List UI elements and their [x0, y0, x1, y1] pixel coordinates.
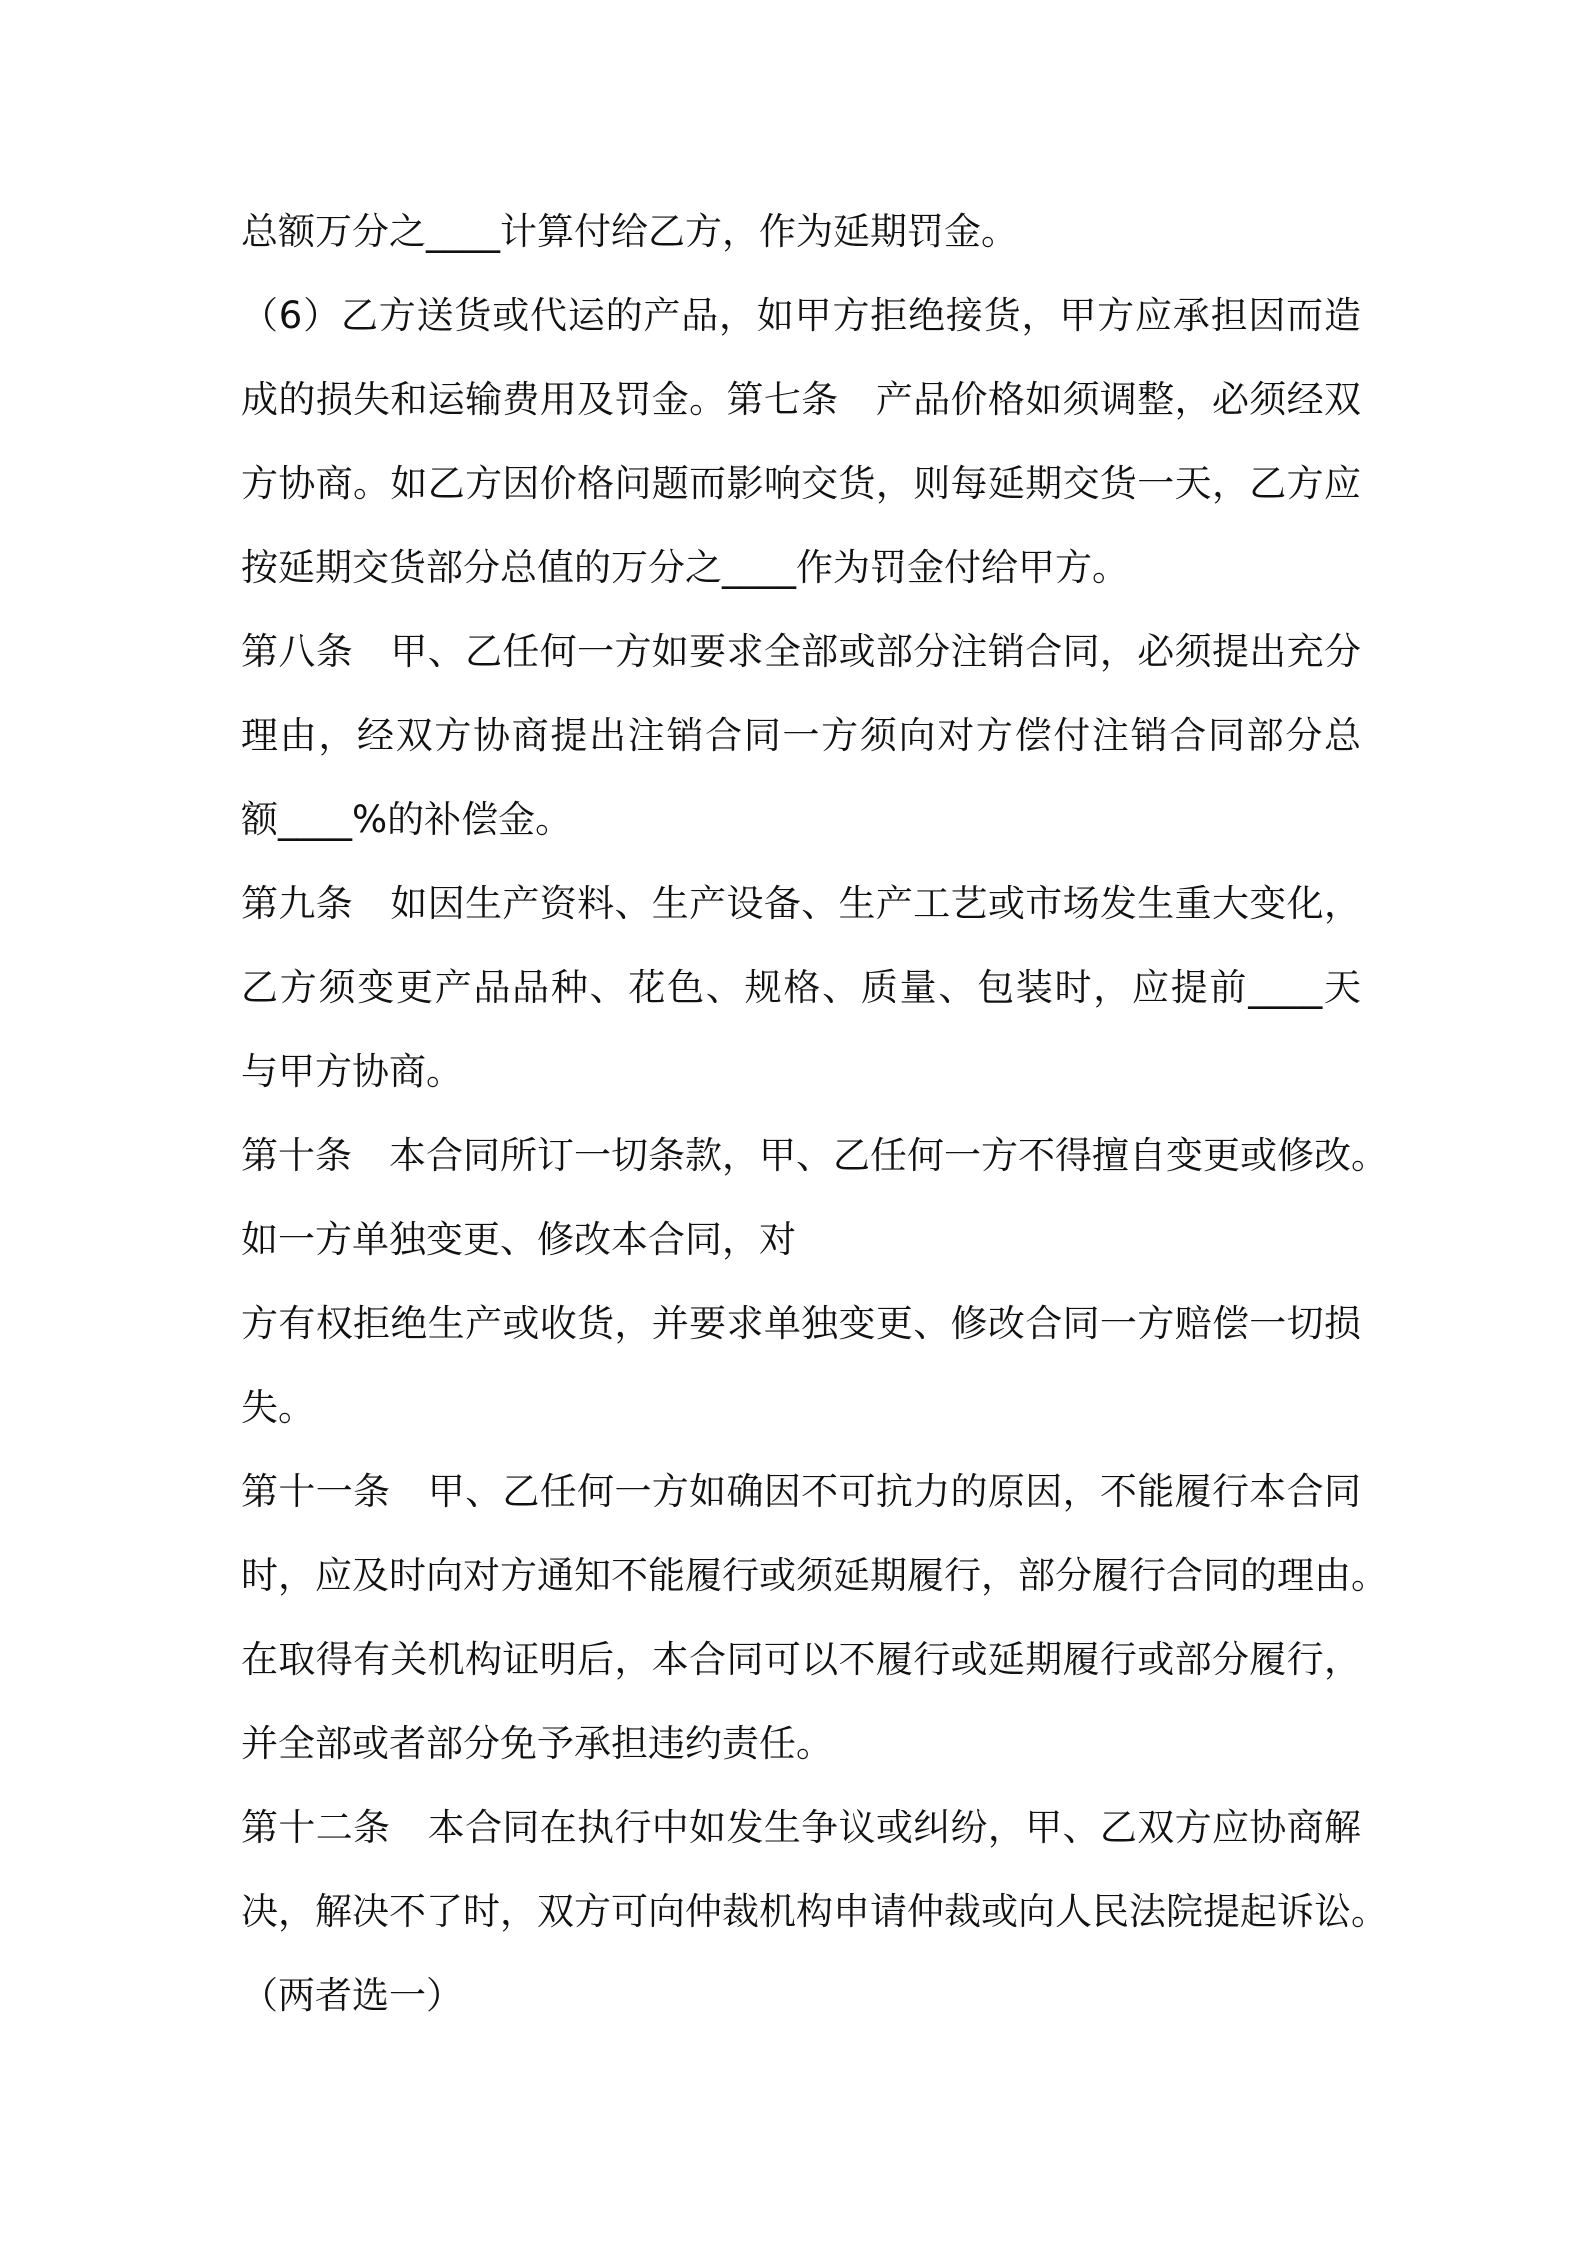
text-line: 成的损失和运输费用及罚金。第七条 产品价格如须调整，必须经双	[241, 378, 1361, 421]
text-line: 理由，经双方协商提出注销合同一方须向对方偿付注销合同部分总	[241, 714, 1361, 757]
text-line: 按延期交货部分总值的万分之____作为罚金付给甲方。	[241, 546, 1129, 589]
text-line: 如一方单独变更、修改本合同，对	[241, 1218, 796, 1261]
text-line: 决，解决不了时，双方可向仲裁机构申请仲裁或向人民法院提起诉讼。	[241, 1890, 1388, 1933]
text-line: 方协商。如乙方因价格问题而影响交货，则每延期交货一天，乙方应	[241, 462, 1361, 505]
text-line: 时，应及时向对方通知不能履行或须延期履行，部分履行合同的理由。	[241, 1554, 1388, 1597]
text-line: （两者选一）	[241, 1974, 463, 2017]
text-line: （6）乙方送货或代运的产品，如甲方拒绝接货，甲方应承担因而造	[241, 294, 1361, 337]
text-line: 第八条 甲、乙任何一方如要求全部或部分注销合同，必须提出充分	[241, 630, 1361, 673]
text-line: 并全部或者部分免予承担违约责任。	[241, 1722, 833, 1765]
text-line: 总额万分之____计算付给乙方，作为延期罚金。	[241, 210, 1018, 253]
text-line: 与甲方协商。	[241, 1050, 463, 1093]
text-line: 失。	[241, 1386, 315, 1429]
text-line: 第九条 如因生产资料、生产设备、生产工艺或市场发生重大变化，	[241, 882, 1361, 925]
text-line: 第十一条 甲、乙任何一方如确因不可抗力的原因，不能履行本合同	[241, 1470, 1361, 1513]
text-line: 第十条 本合同所订一切条款，甲、乙任何一方不得擅自变更或修改。	[241, 1134, 1388, 1177]
text-line: 额____%的补偿金。	[241, 798, 573, 841]
text-line: 在取得有关机构证明后，本合同可以不履行或延期履行或部分履行，	[241, 1638, 1361, 1681]
text-line: 乙方须变更产品品种、花色、规格、质量、包装时，应提前____天	[241, 966, 1361, 1009]
text-line: 第十二条 本合同在执行中如发生争议或纠纷，甲、乙双方应协商解	[241, 1806, 1361, 1849]
document-body	[241, 196, 1388, 2044]
text-line: 方有权拒绝生产或收货，并要求单独变更、修改合同一方赔偿一切损	[241, 1302, 1361, 1345]
